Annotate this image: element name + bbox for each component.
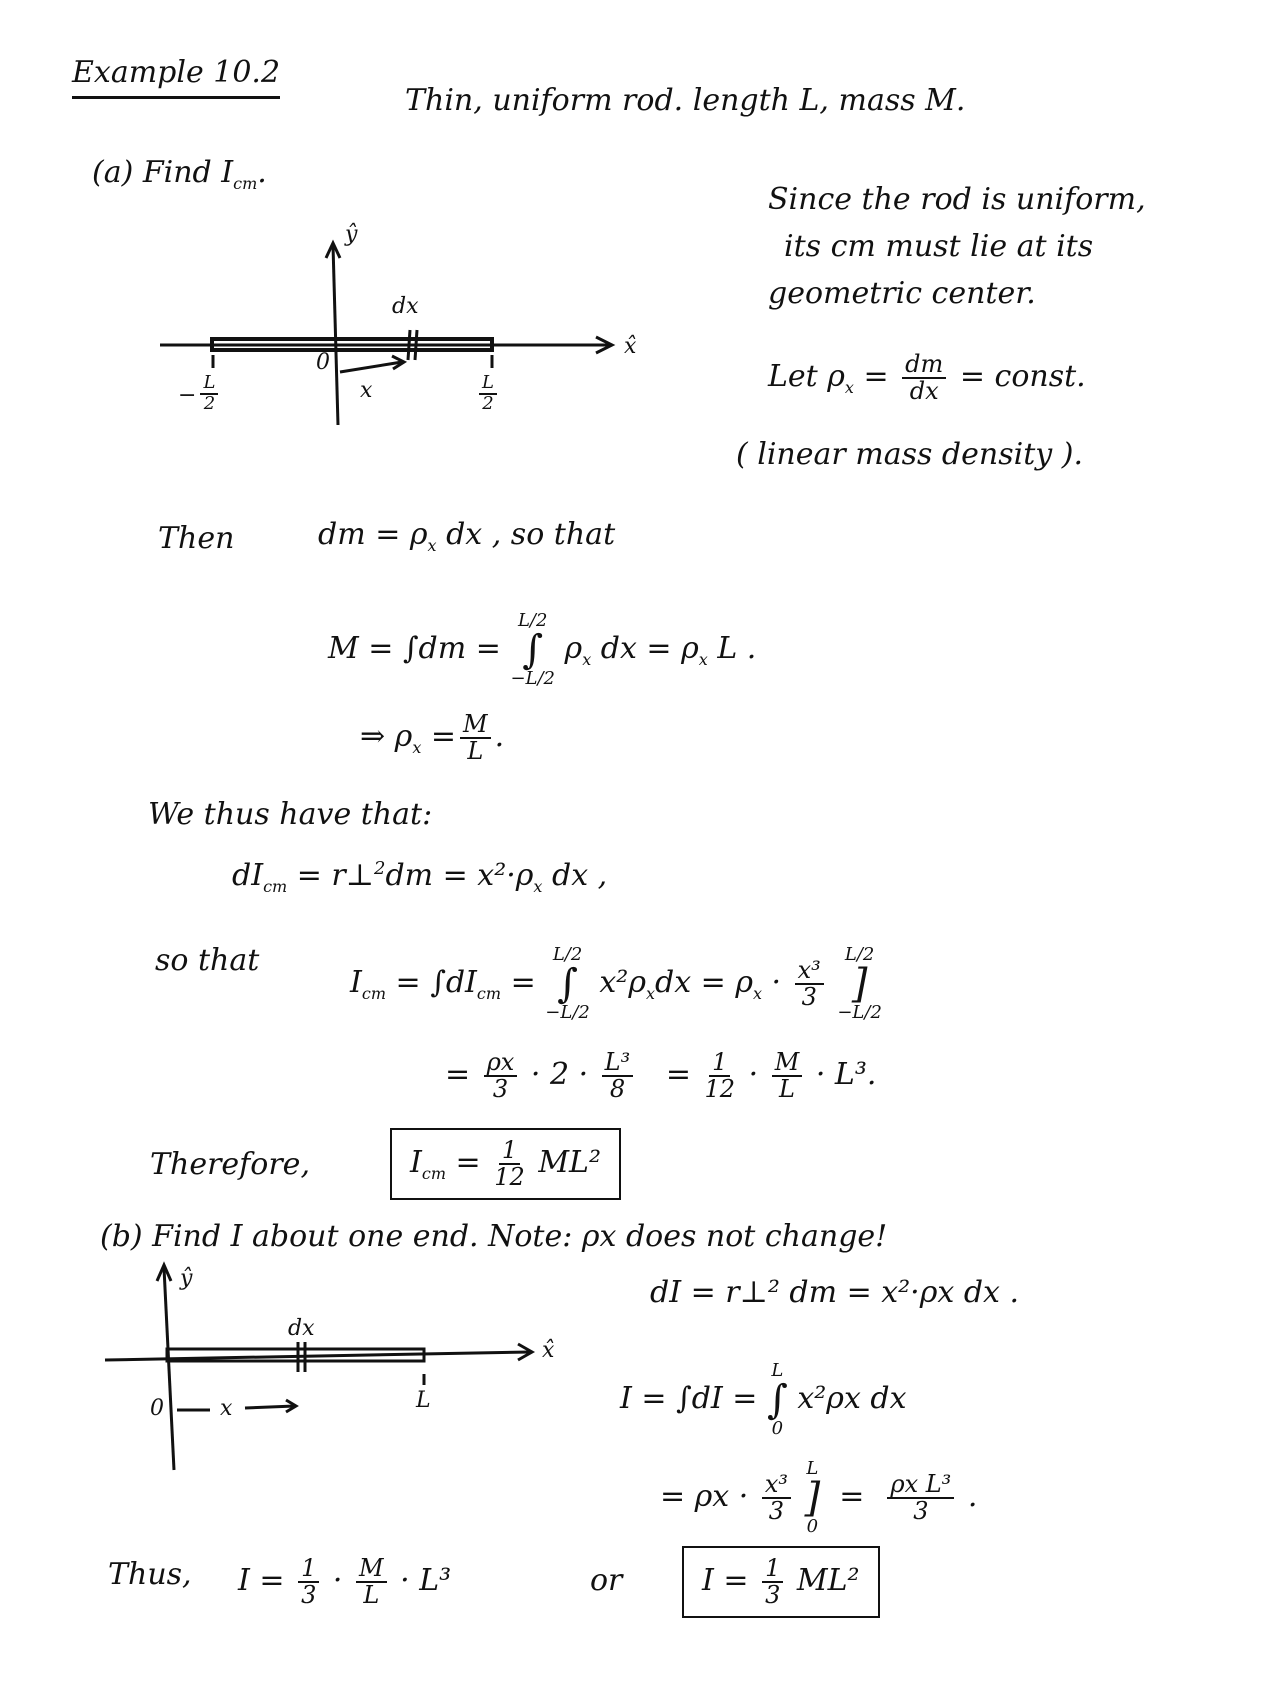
lower-limit: 0 bbox=[771, 1418, 784, 1439]
upper-limit: L/2 bbox=[517, 610, 548, 631]
x-label-a: x bbox=[360, 378, 373, 403]
I-result-expanded bbox=[238, 1556, 451, 1608]
left-fraction bbox=[200, 374, 218, 414]
dI-equation: dI = r⊥² dm = x²·ρx dx . bbox=[650, 1275, 1020, 1310]
const-text: = const. bbox=[959, 359, 1086, 395]
t: L . bbox=[717, 631, 757, 666]
t: · L³. bbox=[815, 1057, 877, 1093]
we-thus-have: We thus have that: bbox=[148, 797, 433, 832]
part-a-heading: (a) Find $I_{cm}$. bbox=[92, 155, 267, 193]
integral-limits: L/2 ∫ −L/2 bbox=[510, 610, 555, 689]
problem-statement: Thin, uniform rod. length L, mass M. bbox=[405, 83, 966, 118]
dx-label-a: dx bbox=[392, 294, 419, 319]
bracket: ] bbox=[804, 1475, 821, 1521]
numerator: x³ bbox=[795, 958, 824, 985]
one-third bbox=[298, 1556, 319, 1608]
rod-diagram-a bbox=[160, 243, 612, 425]
denominator: 3 bbox=[301, 1581, 317, 1610]
numerator: L bbox=[200, 374, 218, 395]
t: = bbox=[421, 719, 457, 755]
I-integral bbox=[620, 1362, 907, 1438]
minus: − bbox=[178, 382, 197, 408]
denominator: 3 bbox=[492, 1075, 509, 1104]
origin-label-b: 0 bbox=[150, 1396, 164, 1421]
heading-text: (a) Find I bbox=[92, 155, 234, 190]
eval-bracket bbox=[805, 1460, 821, 1536]
numerator: L bbox=[479, 374, 497, 395]
rho-over-3 bbox=[484, 1050, 518, 1102]
m-over-l bbox=[772, 1050, 803, 1102]
t: = bbox=[455, 1145, 481, 1181]
upper-limit: L bbox=[771, 1360, 784, 1381]
one-over-twelve bbox=[494, 1138, 525, 1190]
or-label: or bbox=[590, 1563, 623, 1598]
denominator: 2 bbox=[482, 392, 494, 414]
icm-result-box bbox=[390, 1128, 621, 1200]
t: = r⊥ bbox=[296, 858, 374, 893]
t: . bbox=[967, 1479, 978, 1514]
m-over-l bbox=[356, 1556, 387, 1608]
denominator: 3 bbox=[768, 1497, 785, 1525]
t: dx = ρ bbox=[600, 631, 699, 666]
denominator: L bbox=[467, 737, 484, 766]
t: I bbox=[410, 1145, 422, 1181]
y-axis-b bbox=[164, 1268, 174, 1470]
upper-limit: L/2 bbox=[844, 944, 875, 965]
dIcm-equation: $dI_{cm}$ = r⊥$^2$dm = $x^2\cdot\rho_x$ dx , bbox=[232, 858, 608, 896]
t: = ∫dI bbox=[395, 965, 477, 1000]
denominator: 8 bbox=[609, 1075, 626, 1104]
numerator: dm bbox=[902, 352, 946, 379]
right-fraction bbox=[479, 374, 497, 414]
rhoL3-over-3 bbox=[887, 1469, 954, 1525]
note-line-3: geometric center. bbox=[768, 276, 1036, 311]
denominator: 2 bbox=[203, 392, 216, 414]
integral-limits: L ∫ 0 bbox=[766, 1360, 788, 1439]
t: I = bbox=[702, 1563, 749, 1599]
denominator: 12 bbox=[704, 1075, 736, 1104]
m-over-l bbox=[460, 712, 491, 764]
denominator: 3 bbox=[801, 983, 817, 1011]
numerator: M bbox=[772, 1050, 803, 1077]
t: dx , bbox=[552, 858, 608, 893]
left-end-label bbox=[178, 374, 222, 414]
numerator: L³ bbox=[602, 1050, 634, 1077]
x-axis-label-b: x̂ bbox=[542, 1338, 555, 1363]
dx-mark-2 bbox=[415, 330, 417, 360]
upper-limit: L bbox=[806, 1458, 819, 1479]
linear-density-note: ( linear mass density ). bbox=[736, 437, 1083, 472]
t: · bbox=[748, 1057, 759, 1093]
t: cm bbox=[421, 1164, 446, 1184]
L-label-b: L bbox=[416, 1388, 431, 1413]
t: x²ρx dx bbox=[797, 1381, 907, 1416]
t: = bbox=[839, 1479, 865, 1514]
thus-label: Thus, bbox=[108, 1557, 192, 1592]
t: . bbox=[494, 719, 505, 755]
t: ML² bbox=[538, 1145, 601, 1181]
so-that-label: so that bbox=[155, 943, 260, 978]
numerator: 1 bbox=[709, 1050, 730, 1077]
one-third bbox=[762, 1556, 783, 1608]
t: I bbox=[350, 965, 362, 1000]
denominator: 3 bbox=[913, 1497, 929, 1525]
t: · 2 · bbox=[530, 1057, 589, 1093]
note-line-1: Since the rod is uniform, bbox=[768, 182, 1146, 217]
x-arrow-a bbox=[340, 362, 402, 372]
x-arrow-b bbox=[245, 1406, 295, 1408]
t: dm = x²·ρ bbox=[385, 858, 534, 893]
t: dx = ρ bbox=[655, 965, 753, 1000]
origin-label-a: 0 bbox=[316, 350, 330, 375]
one-over-twelve bbox=[705, 1050, 736, 1102]
lower-limit: 0 bbox=[806, 1516, 819, 1537]
t: · bbox=[332, 1563, 343, 1599]
t: ρ bbox=[564, 631, 583, 666]
t: ML² bbox=[796, 1563, 860, 1599]
denominator: L bbox=[363, 1581, 380, 1610]
icm-integral: $I_{cm} = \int dI_{cm}$ = L/2 ∫ −L/2 $x^2\rho_xdx = \rho_x$ · $\frac{\text{x³}}{3}$ L/2 ] −L/2 bbox=[350, 944, 882, 1023]
x3-over-3 bbox=[795, 955, 824, 1011]
rod-diagram-b bbox=[105, 1265, 532, 1470]
t: dx , so that bbox=[446, 517, 616, 552]
upper-limit: L/2 bbox=[552, 944, 583, 965]
dx-mark-1 bbox=[408, 330, 410, 360]
t: · L³ bbox=[400, 1563, 452, 1599]
part-b-heading: (b) Find I about one end. Note: ρx does not change! bbox=[100, 1219, 888, 1254]
y-axis-a bbox=[333, 245, 338, 425]
x-axis-label-a: x̂ bbox=[624, 334, 637, 359]
let-text: Let ρ bbox=[768, 359, 845, 395]
t: = ρx · bbox=[660, 1479, 749, 1514]
numerator: 1 bbox=[762, 1556, 783, 1583]
t: I = ∫dI = bbox=[620, 1381, 758, 1416]
t: = bbox=[501, 965, 536, 1000]
example-title: Example 10.2 bbox=[72, 58, 280, 99]
eval-bracket: L/2 ] −L/2 bbox=[837, 944, 882, 1023]
t: = bbox=[445, 1057, 471, 1093]
t: dI bbox=[232, 858, 264, 893]
therefore-label: Therefore, bbox=[150, 1147, 310, 1182]
t: dm = ρ bbox=[318, 517, 428, 552]
t: ⇒ ρ bbox=[360, 719, 413, 755]
lower-limit: −L/2 bbox=[545, 1002, 590, 1023]
t: = bbox=[665, 1057, 691, 1093]
I-evaluation bbox=[660, 1460, 977, 1536]
x-label-b: x bbox=[220, 1396, 233, 1421]
t: I = bbox=[238, 1563, 285, 1599]
numerator: ρx L³ bbox=[887, 1472, 954, 1499]
t: · bbox=[762, 965, 782, 1000]
let-sub: x bbox=[844, 378, 854, 398]
integral-limits: L/2 ∫ −L/2 bbox=[545, 944, 590, 1023]
y-axis-label-b: ŷ bbox=[180, 1266, 193, 1291]
mass-integral: M = ∫dm = L/2 ∫ −L/2 $\rho_x$ dx = $\rho_x$ L . bbox=[328, 610, 757, 689]
y-axis-label-a: ŷ bbox=[345, 222, 358, 247]
denominator: dx bbox=[909, 377, 939, 406]
dm-equation: dm = $\rho_x$ dx , so that bbox=[318, 517, 616, 555]
l3-over-8 bbox=[602, 1050, 634, 1102]
right-end-label bbox=[475, 374, 501, 414]
note-line-2: its cm must lie at its bbox=[784, 229, 1094, 264]
rho-result: ⇒ $\rho_x$ = $\frac{M}{L}$ . bbox=[360, 710, 505, 766]
dx-label-b: dx bbox=[288, 1316, 315, 1341]
x3-over-3 bbox=[762, 1469, 791, 1525]
numerator: x³ bbox=[762, 1472, 791, 1499]
numerator: M bbox=[356, 1556, 387, 1583]
heading-sub: cm bbox=[233, 174, 258, 193]
t: M = ∫dm = bbox=[328, 631, 501, 666]
then-label: Then bbox=[158, 521, 235, 556]
I-result-box bbox=[682, 1546, 880, 1618]
eq: = bbox=[863, 359, 889, 395]
icm-evaluation bbox=[445, 1050, 876, 1102]
numerator: 1 bbox=[499, 1138, 520, 1165]
denominator: L bbox=[779, 1075, 795, 1104]
denominator: 3 bbox=[765, 1581, 781, 1610]
lower-limit: −L/2 bbox=[510, 668, 555, 689]
lower-limit: −L/2 bbox=[837, 1002, 882, 1023]
numerator: M bbox=[460, 712, 491, 739]
numerator: ρx bbox=[484, 1050, 518, 1077]
t: x²ρ bbox=[599, 965, 646, 1000]
denominator: 12 bbox=[494, 1163, 525, 1192]
numerator: 1 bbox=[298, 1556, 319, 1583]
